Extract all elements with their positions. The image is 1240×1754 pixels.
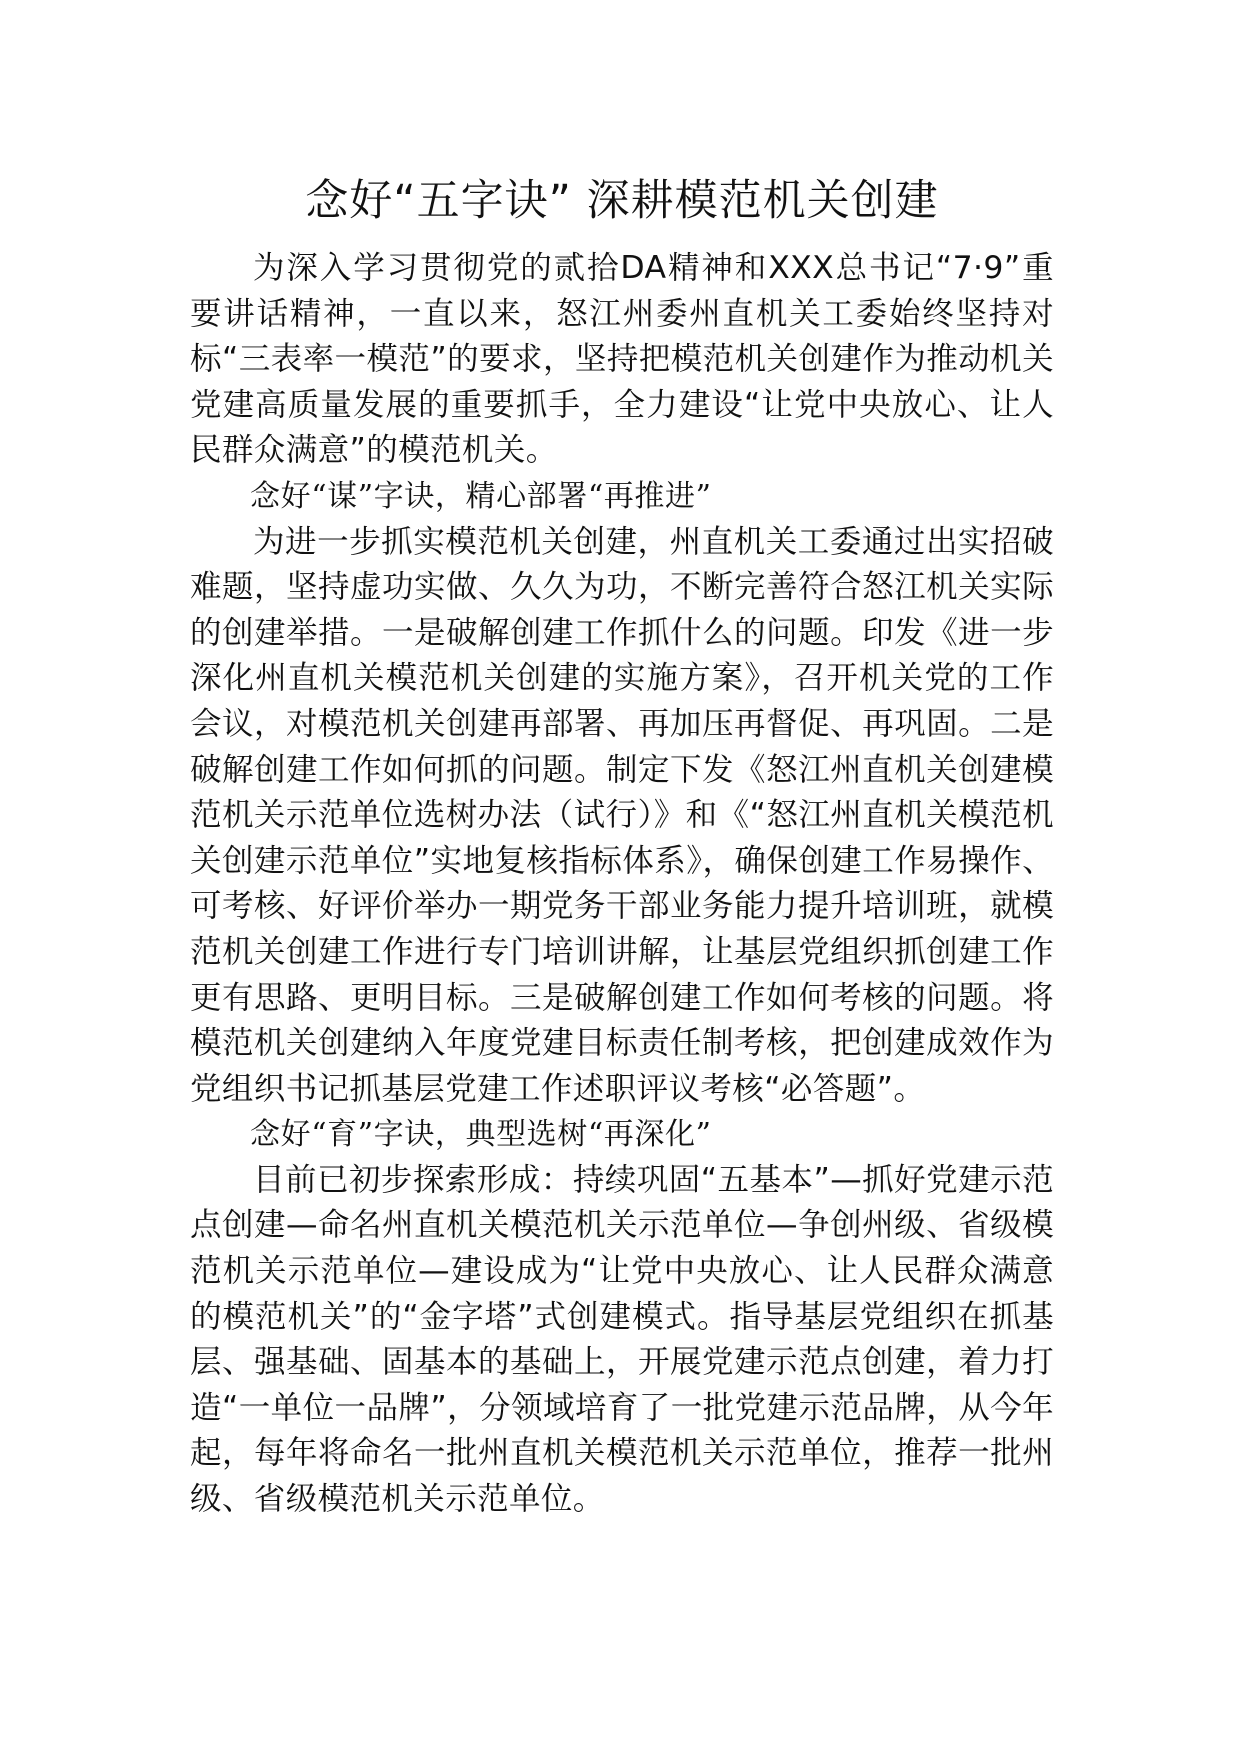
section-body-plan: 为进一步抓实模范机关创建，州直机关工委通过出实招破难题，坚持虚功实做、久久为功，不断完善符合怒江机关实际的创建举措。一是破解创建工作抓什么的问题。印发《进一步深化州直机关模范机关创建的实施方案》，召开机关党的工作会议，对模范机关创建再部署、再加压再督促、再巩固。二是破解创建工作如何抓的问题。制定下发《怒江州直机关创建模范机关示范单位选树办法（试行）》和《“怒江州直机关模范机关创建示范单位”实地复核指标体系》，确保创建工作易操作、可考核、好评价举办一期党务干部业务能力提升培训班，就模范机关创建工作进行专门培训讲解，让基层党组织抓创建工作更有思路、更明目标。三是破解创建工作如何考核的问题。将模范机关创建纳入年度党建目标责任制考核，把创建成效作为党组织书记抓基层党建工作述职评议考核“必答题”。 [190,523,1054,1107]
intro-paragraph: 为深入学习贯彻党的贰拾DA精神和XXX总书记“7·9”重要讲话精神，一直以来，怒江州委州直机关工委始终坚持对标“三表率一模范”的要求，坚持把模范机关创建作为推动机关党建高质量发展的重要抓手，全力建设“让党中央放心、让人民群众满意”的模范机关。 [190,250,1054,469]
section-heading-plan: 念好“谋”字诀，精心部署“再推进” [250,478,712,514]
document-title: 念好“五字诀” 深耕模范机关创建 [305,176,939,226]
document-page [190,170,1054,1523]
section-body-cultivate: 目前已初步探索形成：持续巩固“五基本”—抓好党建示范点创建—命名州直机关模范机关示范单位—争创州级、省级模范机关示范单位—建设成为“让党中央放心、让人民群众满意的模范机关”的“金字塔”式创建模式。指导基层党组织在抓基层、强基础、固基本的基础上，开展党建示范点创建，着力打造“一单位一品牌”，分领域培育了一批党建示范品牌，从今年起，每年将命名一批州直机关模范机关示范单位，推荐一批州级、省级模范机关示范单位。 [190,1161,1054,1518]
section-heading-cultivate: 念好“育”字诀，典型选树“再深化” [250,1117,712,1153]
